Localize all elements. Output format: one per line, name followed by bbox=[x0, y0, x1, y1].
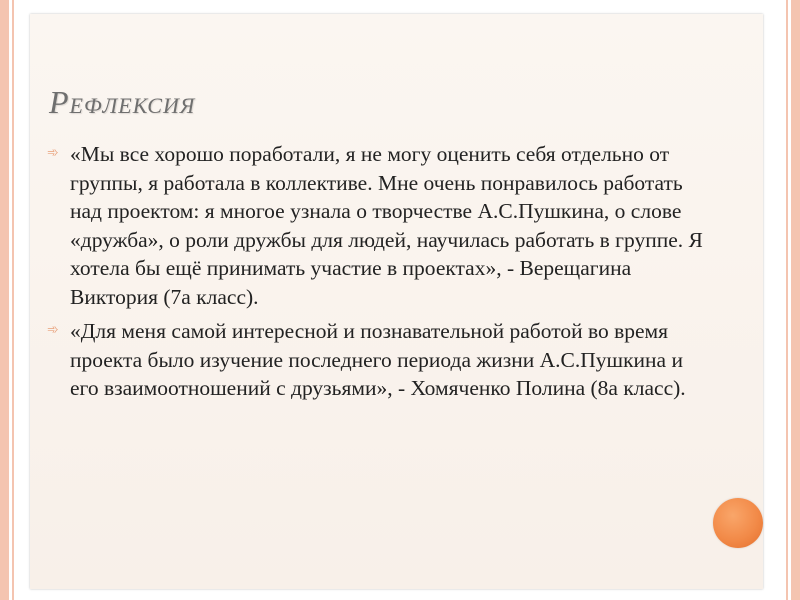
bullet-arrow-icon: ➾ bbox=[47, 146, 59, 161]
quote-item bbox=[47, 317, 712, 403]
slide-content bbox=[47, 140, 712, 409]
decorative-orange-circle bbox=[713, 498, 763, 548]
quote-item bbox=[47, 140, 712, 311]
slide-title: Рефлексия bbox=[49, 84, 196, 120]
bullet-arrow-icon: ➾ bbox=[47, 323, 59, 338]
left-border-line bbox=[12, 0, 14, 600]
quote-text: «Для меня самой интересной и познавательной работой во время проекта было изучение последнего периода жизни А.С.Пушкина и его взаимоотношений с друзьями», - Хомяченко Полина (8а класс). bbox=[70, 319, 686, 400]
right-border-line bbox=[786, 0, 788, 600]
left-border-stripe bbox=[0, 0, 9, 600]
right-border-stripe bbox=[791, 0, 800, 600]
quote-text: «Мы все хорошо поработали, я не могу оценить себя отдельно от группы, я работала в коллективе. Мне очень понравилось работать над проектом: я многое узнала о творчестве А.С.Пушкина, о слове «дружба», о роли дружбы для людей, научилась работать в группе. Я хотела бы ещё принимать участие в проектах», - Верещагина Виктория (7а класс). bbox=[70, 142, 703, 309]
